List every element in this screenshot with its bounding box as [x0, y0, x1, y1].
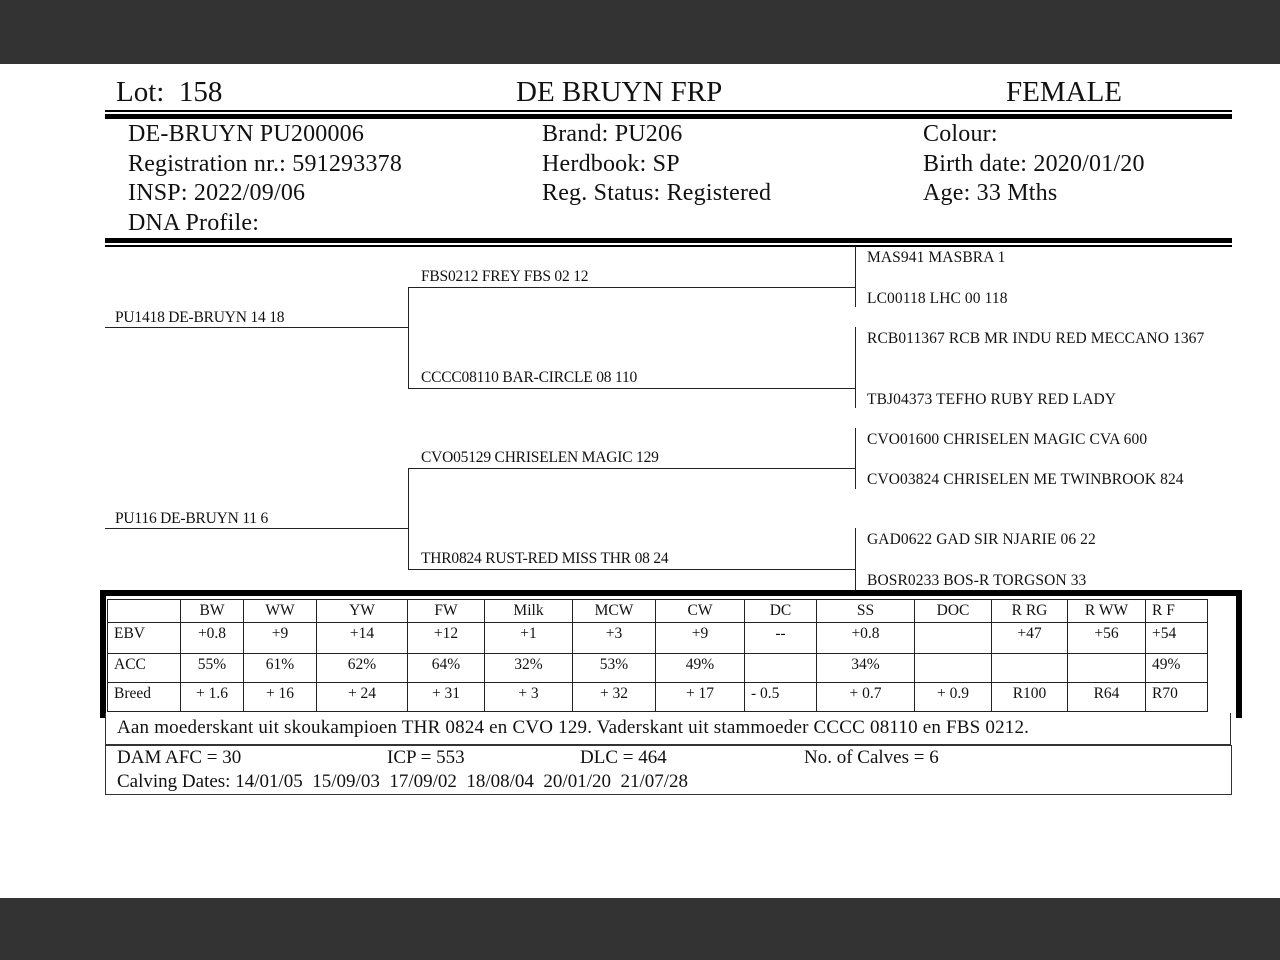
dam-afc: DAM AFC = 30 [117, 747, 242, 768]
dam-icp: ICP = 553 [387, 747, 465, 768]
pedigree-sire-sire: FBS0212 FREY FBS 02 12 [421, 268, 589, 285]
bottom-frame-bar [0, 898, 1280, 960]
ebv-cell: -- [745, 623, 817, 654]
reg-status: Reg. Status: Registered [542, 180, 772, 206]
ebv-header-cell: R F [1146, 600, 1208, 623]
ebv-header-cell: R WW [1068, 600, 1146, 623]
birth-date: Birth date: 2020/01/20 [923, 150, 1145, 177]
ebv-cell: +9 [656, 623, 745, 654]
ebv-cell [992, 654, 1068, 683]
age: Age: 33 Mths [923, 180, 1058, 206]
pedigree-bracket-sire [408, 287, 409, 388]
info-rule-thin [105, 245, 1232, 247]
pedigree-bracket-gg-3 [855, 428, 856, 489]
ebv-row [108, 683, 1208, 712]
pedigree-sire: PU1418 DE-BRUYN 14 18 [115, 309, 285, 326]
ebv-cell: + 17 [656, 683, 745, 712]
ebv-header-cell: CW [656, 600, 745, 623]
ebv-header-cell: YW [317, 600, 408, 623]
ebv-cell: 64% [408, 654, 485, 683]
ebv-cell: + 0.9 [915, 683, 992, 712]
top-frame-bar [0, 0, 1280, 64]
ebv-cell: +1 [485, 623, 573, 654]
animal-name: DE-BRUYN PU200006 [128, 121, 365, 147]
ebv-cell: +12 [408, 623, 485, 654]
pedigree-gg-4: TBJ04373 TEFHO RUBY RED LADY [867, 391, 1117, 408]
ebv-cell [915, 654, 992, 683]
ebv-cell: + 0.7 [817, 683, 915, 712]
dam-calves-count: No. of Calves = 6 [804, 747, 939, 768]
pedigree-gg-8: BOSR0233 BOS-R TORGSON 33 [867, 572, 1087, 589]
sex-label: FEMALE [1006, 76, 1122, 108]
ebv-cell: 49% [656, 654, 745, 683]
ebv-cell: 55% [181, 654, 244, 683]
ebv-table [107, 599, 1208, 712]
pedigree-line-dam [105, 528, 409, 529]
pedigree-sire-dam: CCCC08110 BAR-CIRCLE 08 110 [421, 369, 638, 386]
calving-dates: Calving Dates: 14/01/05 15/09/03 17/09/02 18/08/04 20/01/20 21/07/28 [117, 771, 689, 792]
pedigree-line-dam-sire [408, 468, 855, 469]
pedigree-gg-6: CVO03824 CHRISELEN ME TWINBROOK 824 [867, 471, 1184, 488]
ebv-header-cell: SS [817, 600, 915, 623]
ebv-cell [915, 623, 992, 654]
ebv-cell: +47 [992, 623, 1068, 654]
ebv-cell: R100 [992, 683, 1068, 712]
ebv-header-cell: MCW [573, 600, 656, 623]
pedigree-gg-3: RCB011367 RCB MR INDU RED MECCANO 1367 [867, 330, 1205, 347]
pedigree-dam: PU116 DE-BRUYN 11 6 [115, 510, 269, 527]
ebv-row [108, 623, 1208, 654]
ebv-cell: 32% [485, 654, 573, 683]
dna-profile: DNA Profile: [128, 209, 260, 236]
pedigree-bracket-gg-2 [855, 327, 856, 408]
pedigree-line-sire [105, 327, 409, 328]
ebv-cell: + 16 [244, 683, 317, 712]
ebv-cell: +14 [317, 623, 408, 654]
ebv-cell: 34% [817, 654, 915, 683]
pedigree-line-sire-dam [408, 388, 855, 389]
pedigree-dam-dam: THR0824 RUST-RED MISS THR 08 24 [421, 550, 669, 567]
info-column-middle [542, 120, 771, 209]
pedigree-bracket-gg-1 [855, 246, 856, 307]
ebv-cell: +0.8 [181, 623, 244, 654]
dam-stats-box [105, 745, 1232, 795]
brand: Brand: PU206 [542, 121, 683, 147]
ebv-header-cell: BW [181, 600, 244, 623]
ebv-header-cell: Milk [485, 600, 573, 623]
ebv-header-cell: DOC [915, 600, 992, 623]
pedigree-bracket-gg-4 [855, 528, 856, 590]
ebv-cell [745, 654, 817, 683]
lot-label: Lot: [116, 76, 165, 108]
ebv-cell: +56 [1068, 623, 1146, 654]
pedigree-gg-7: GAD0622 GAD SIR NJARIE 06 22 [867, 531, 1096, 548]
pedigree-dam-sire: CVO05129 CHRISELEN MAGIC 129 [421, 449, 659, 466]
ebv-cell [1068, 654, 1146, 683]
ebv-cell: R70 [1146, 683, 1208, 712]
pedigree-line-sire-sire [408, 287, 855, 288]
ebv-row-label: ACC [108, 654, 181, 683]
herd-name: DE BRUYN FRP [516, 76, 723, 108]
inspection-date: INSP: 2022/09/06 [128, 180, 306, 206]
ebv-row [108, 654, 1208, 683]
ebv-header-cell: FW [408, 600, 485, 623]
ebv-cell: 49% [1146, 654, 1208, 683]
ebv-header-row [108, 600, 1208, 623]
ebv-header-cell: R RG [992, 600, 1068, 623]
pedigree-gg-2: LC00118 LHC 00 118 [867, 290, 1008, 307]
pedigree-bracket-dam [408, 468, 409, 569]
pedigree-line-dam-dam [408, 569, 855, 570]
ebv-cell: + 32 [573, 683, 656, 712]
lot-number [116, 76, 222, 108]
info-column-right [923, 120, 1145, 209]
dam-dlc: DLC = 464 [580, 747, 667, 768]
ebv-cell: + 24 [317, 683, 408, 712]
ebv-cell: + 1.6 [181, 683, 244, 712]
ebv-cell: + 31 [408, 683, 485, 712]
colour: Colour: [923, 121, 998, 147]
ebv-row-label: EBV [108, 623, 181, 654]
ebv-cell: 62% [317, 654, 408, 683]
ebv-cell: - 0.5 [745, 683, 817, 712]
ebv-header-cell: WW [244, 600, 317, 623]
ebv-cell: +0.8 [817, 623, 915, 654]
ebv-row-label: Breed [108, 683, 181, 712]
lot-value: 158 [178, 76, 223, 108]
breeding-comment: Aan moederskant uit skoukampioen THR 0824 en CVO 129. Vaderskant uit stammoeder CCCC 08110 en FBS 0212. [105, 713, 1231, 745]
ebv-cell: +9 [244, 623, 317, 654]
herdbook: Herdbook: SP [542, 150, 680, 177]
ebv-cell: +3 [573, 623, 656, 654]
ebv-cell: 53% [573, 654, 656, 683]
ebv-header-cell [108, 600, 181, 623]
ebv-cell: +54 [1146, 623, 1208, 654]
info-rule-thick [105, 238, 1232, 243]
pedigree-gg-5: CVO01600 CHRISELEN MAGIC CVA 600 [867, 431, 1148, 448]
header-rule-thick [105, 114, 1232, 119]
ebv-cell: 61% [244, 654, 317, 683]
ebv-header-cell: DC [745, 600, 817, 623]
registration-number: Registration nr.: 591293378 [128, 150, 403, 177]
header-rule-thin [105, 110, 1232, 112]
ebv-cell: R64 [1068, 683, 1146, 712]
info-column-left [128, 120, 402, 238]
pedigree-gg-1: MAS941 MASBRA 1 [867, 249, 1006, 266]
ebv-cell: + 3 [485, 683, 573, 712]
